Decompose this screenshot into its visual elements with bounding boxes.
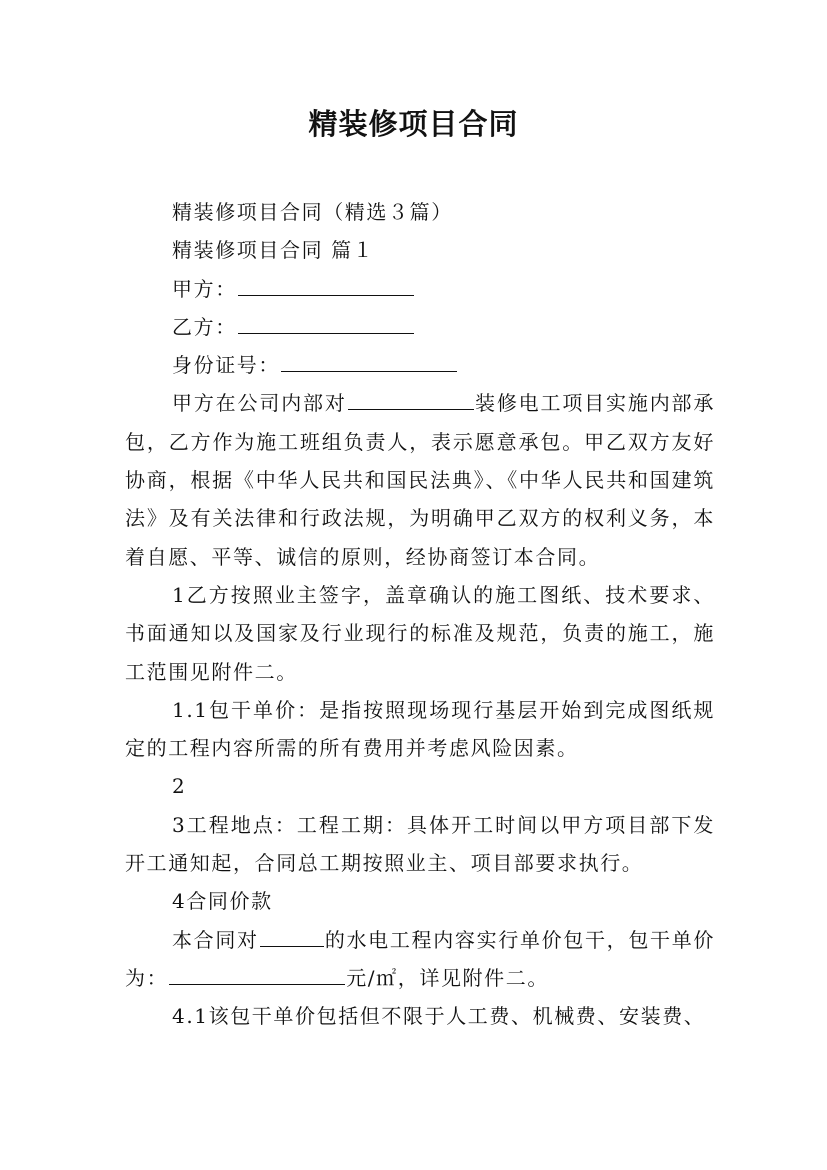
document-title: 精装修项目合同	[308, 107, 519, 141]
intro-text-rest: 装修电工项目实施内部承包，乙方作为施工班组负责人，表示愿意承包。甲乙双方友好协商，根据《中华人民共和国民法典》、《中华人民共和国建筑法》及有关法律和行政法规，为明确甲乙双方的权利义务，本着自愿、平等、诚信的原则，经协商签订本合同。	[125, 391, 715, 569]
paragraph-clause-4-1: 4.1该包干单价包括但不限于人工费、机械费、安装费、	[172, 1004, 706, 1029]
price-text-end: 元/㎡，详见附件二。	[346, 965, 549, 990]
project-name-blank	[348, 391, 474, 410]
price-text-start: 本合同对	[172, 927, 259, 952]
paragraph-clause-1: 1乙方按照业主签字，盖章确认的施工图纸、技术要求、书面通知以及国家及行业现行的标准及规范，负责的施工，施工范围见附件二。	[125, 582, 715, 684]
intro-text-start: 甲方在公司内部对	[172, 391, 347, 416]
party-b-label: 乙方：	[172, 314, 237, 339]
party-a-label: 甲方：	[172, 276, 237, 301]
paragraph-heading: 精装修项目合同 篇１	[172, 238, 375, 263]
price-text-middle: 的水电工程内容实行单价包干，包干单价为：	[125, 927, 715, 990]
document-body	[125, 193, 715, 1036]
id-number-blank	[281, 353, 457, 372]
paragraph-intro	[125, 384, 715, 575]
paragraph-subtitle: 精装修项目合同（精选３篇）	[172, 200, 453, 224]
paragraph-party-a	[125, 270, 715, 308]
id-number-label: 身份证号：	[172, 353, 280, 378]
paragraph-clause-3: 3工程地点：工程工期：具体开工时间以甲方项目部下发开工通知起，合同总工期按照业主、项目部要求执行。	[125, 812, 715, 876]
unit-price-blank	[169, 966, 345, 985]
paragraph-clause-1-1: 1.1包干单价：是指按照现场现行基层开始到完成图纸规定的工程内容所需的所有费用并考虑风险因素。	[125, 697, 715, 761]
paragraph-id-number	[125, 346, 715, 384]
project-scope-blank	[260, 928, 324, 947]
paragraph-clause-4: 4合同价款	[172, 889, 273, 914]
paragraph-clause-2: 2	[172, 774, 187, 799]
paragraph-party-b	[125, 308, 715, 346]
party-a-blank	[238, 277, 414, 296]
party-b-blank	[238, 315, 414, 334]
paragraph-price	[125, 921, 715, 998]
